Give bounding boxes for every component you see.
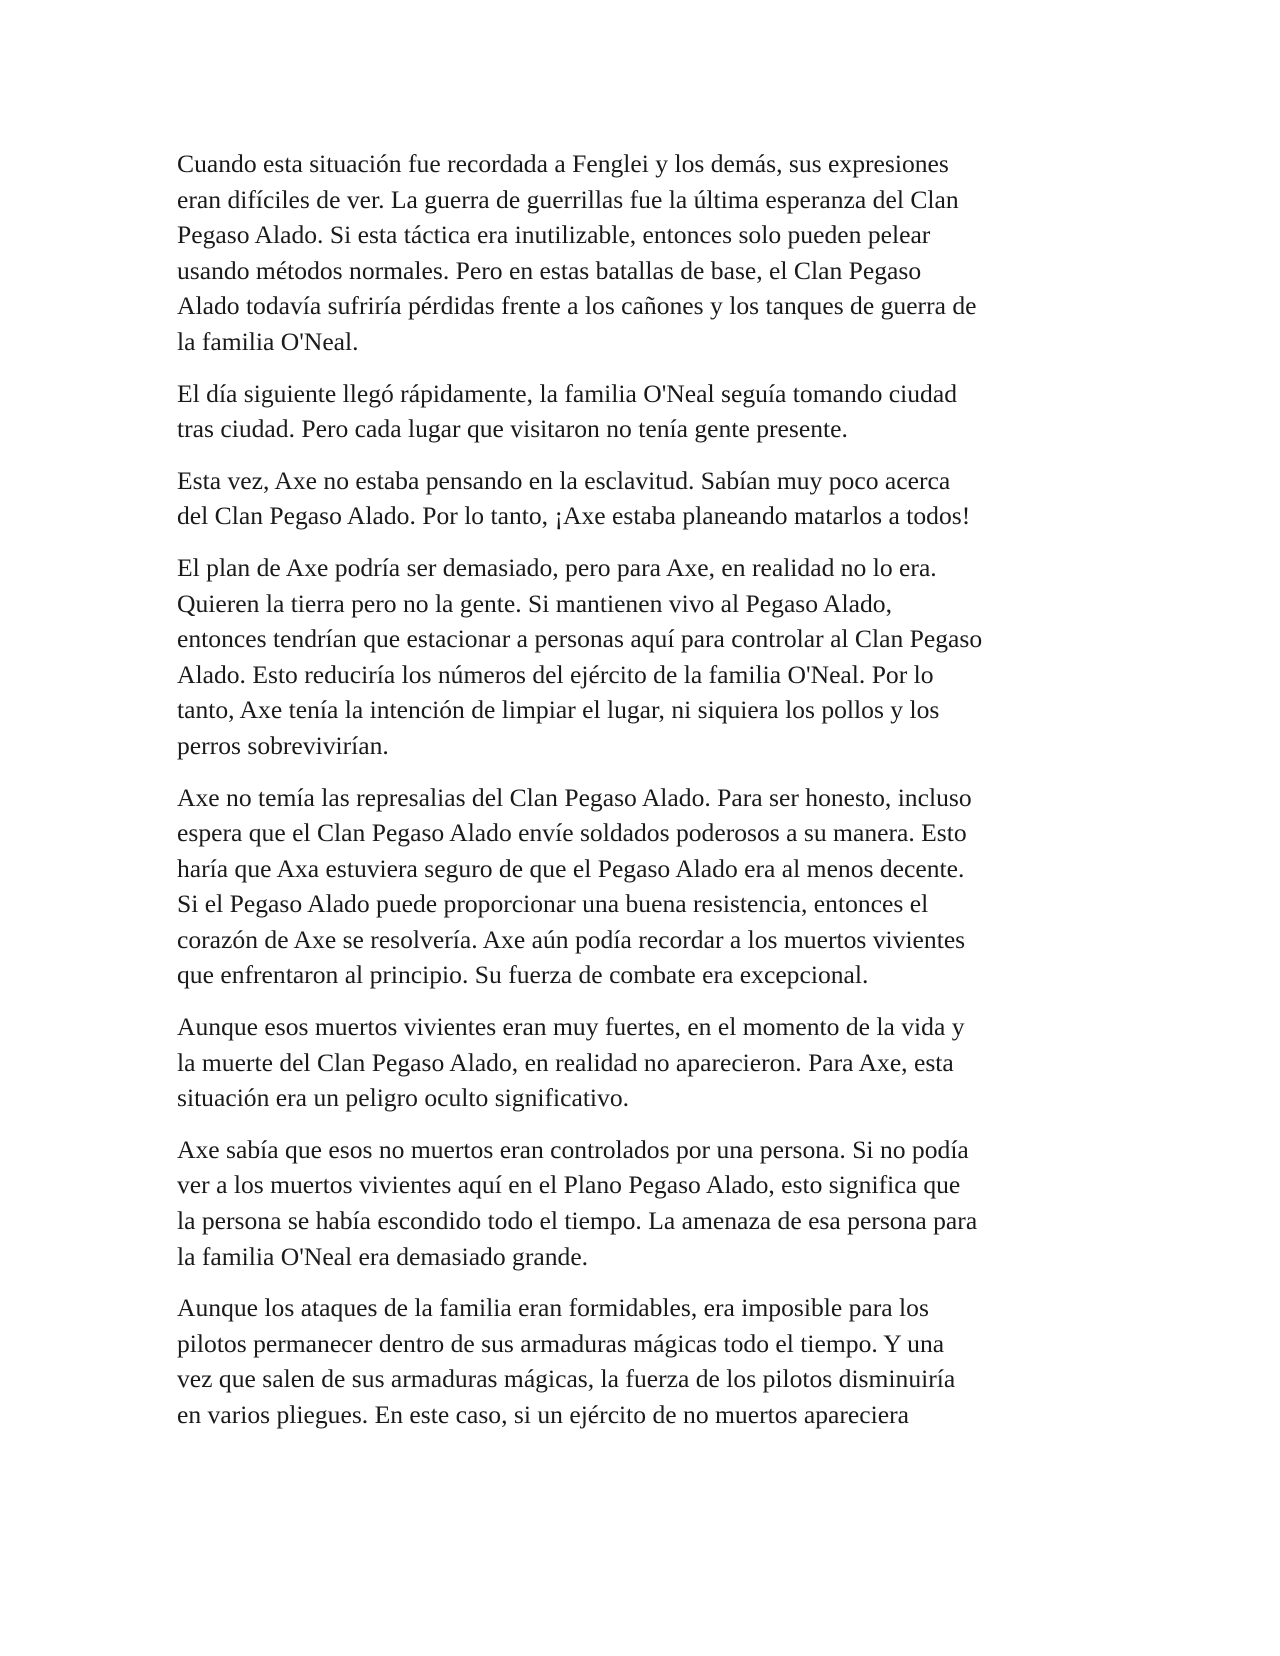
paragraph-5: Axe no temía las represalias del Clan Pegaso Alado. Para ser honesto, incluso espera que el Clan Pegaso Alado envíe soldados poderosos a su manera. Esto haría que Axa estuviera seguro de que el Pegaso Alado era al menos decente. Si el Pegaso Alado puede proporcionar una buena resistencia, entonces el corazón de Axe se resolvería. Axe aún podía recordar a los muertos vivientes que enfrentaron al principio. Su fuerza de combate era excepcional.: [177, 782, 972, 990]
document-page: [177, 146, 1097, 1449]
paragraph-8: Aunque los ataques de la familia eran formidables, era imposible para los pilotos permanecer dentro de sus armaduras mágicas todo el tiempo. Y una vez que salen de sus armaduras mágicas, la fuerza de los pilotos disminuiría en varios pliegues. En este caso, si un ejército de no muertos apareciera: [177, 1293, 956, 1429]
paragraph-7: Axe sabía que esos no muertos eran controlados por una persona. Si no podía ver a los muertos vivientes aquí en el Plano Pegaso Alado, esto significa que la persona se había escondido todo el tiempo. La amenaza de esa persona para la familia O'Neal era demasiado grande.: [177, 1134, 978, 1271]
paragraph-1: Cuando esta situación fue recordada a Fenglei y los demás, sus expresiones eran difíciles de ver. La guerra de guerrillas fue la última esperanza del Clan Pegaso Alado. Si esta táctica era inutilizable, entonces solo pueden pelear usando métodos normales. Pero en estas batallas de base, el Clan Pegaso Alado todavía sufriría pérdidas frente a los cañones y los tanques de guerra de la familia O'Neal.: [177, 149, 977, 356]
paragraph-3: Esta vez, Axe no estaba pensando en la esclavitud. Sabían muy poco acerca del Clan Pegaso Alado. Por lo tanto, ¡Axe estaba planeando matarlos a todos!: [177, 465, 971, 531]
paragraph-4: El plan de Axe podría ser demasiado, pero para Axe, en realidad no lo era. Quieren la tierra pero no la gente. Si mantienen vivo al Pegaso Alado, entonces tendrían que estacionar a personas aquí para controlar al Clan Pegaso Alado. Esto reduciría los números del ejército de la familia O'Neal. Por lo tanto, Axe tenía la intención de limpiar el lugar, ni siquiera los pollos y los perros sobrevivirían.: [177, 552, 983, 760]
paragraph-6: Aunque esos muertos vivientes eran muy fuertes, en el momento de la vida y la muerte del Clan Pegaso Alado, en realidad no aparecieron. Para Axe, esta situación era un peligro oculto significativo.: [177, 1012, 965, 1113]
paragraph-2: El día siguiente llegó rápidamente, la familia O'Neal seguía tomando ciudad tras ciudad. Pero cada lugar que visitaron no tenía gente presente.: [177, 378, 957, 444]
